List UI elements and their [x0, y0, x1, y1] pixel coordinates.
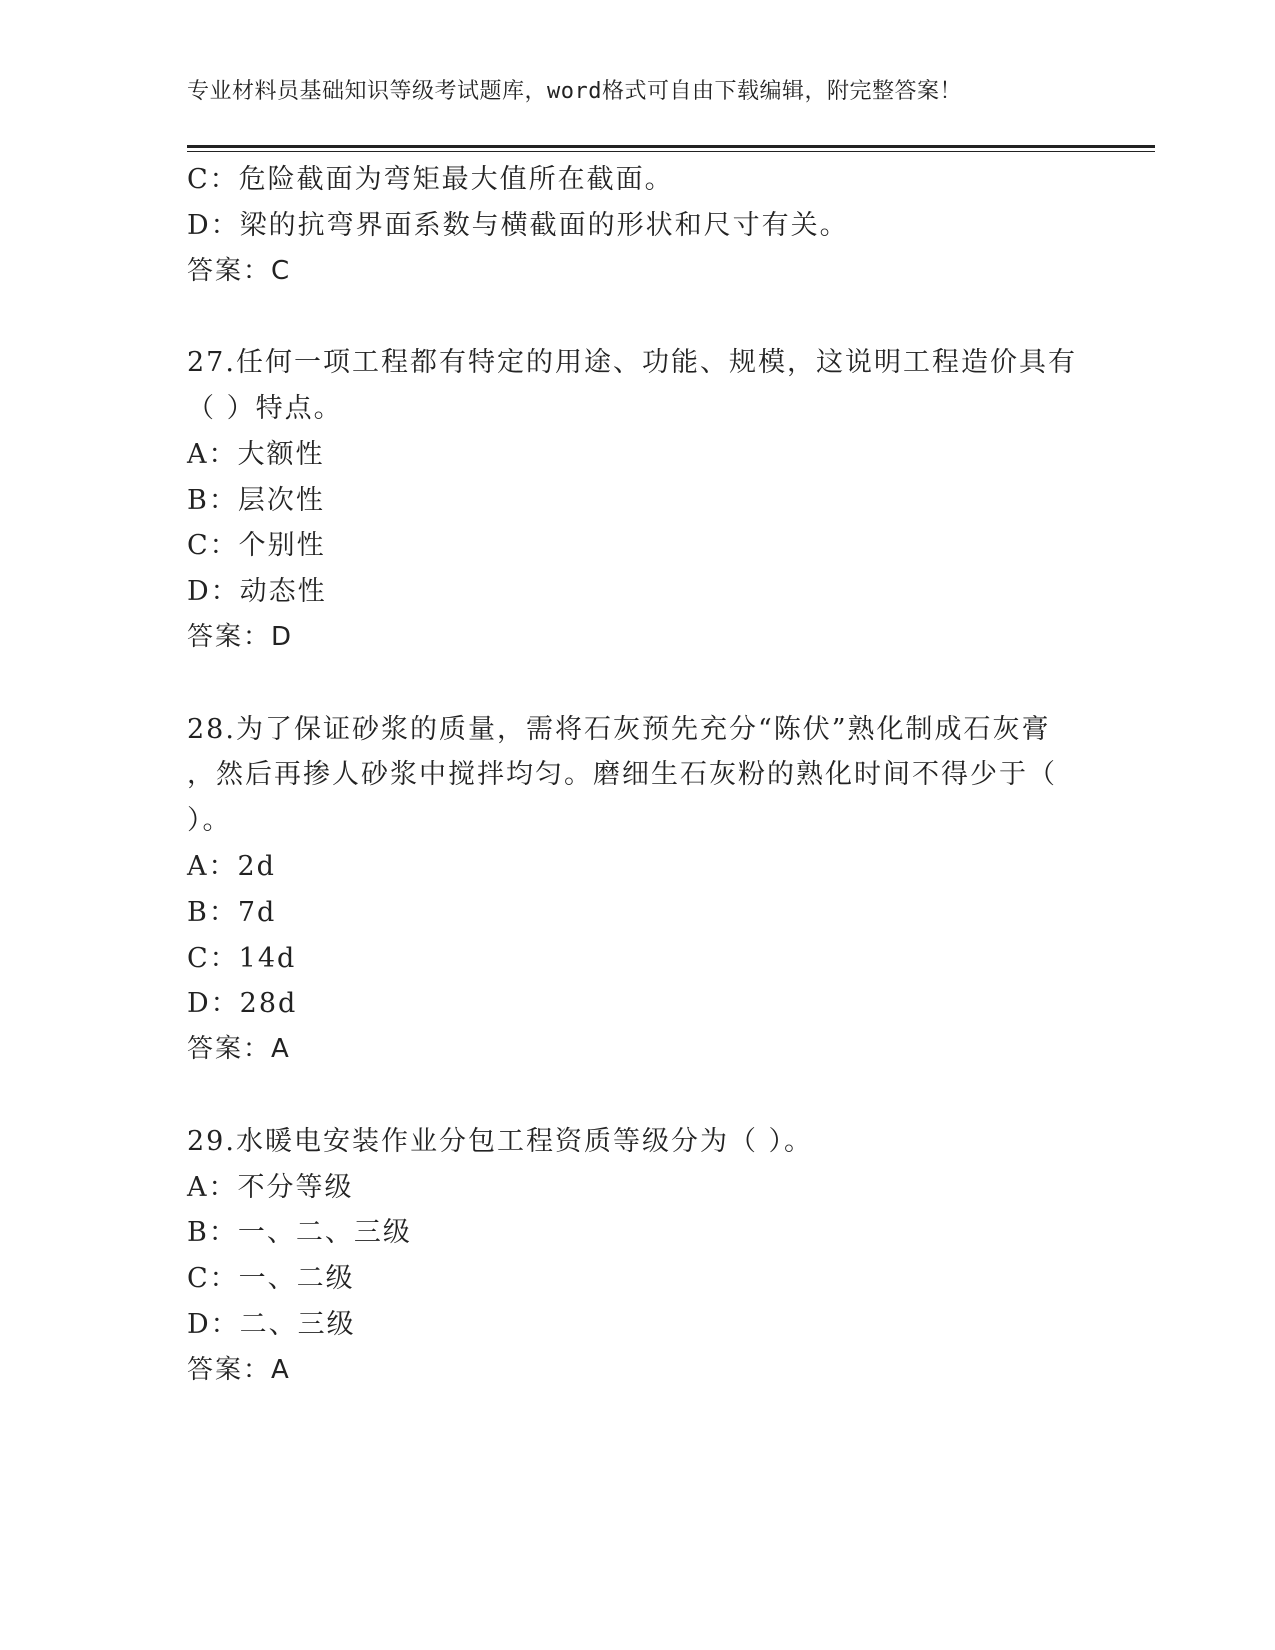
document-body: [187, 157, 1087, 1394]
header-rule-thin: [187, 151, 1155, 152]
question-28: [187, 707, 1087, 1073]
question-27: [187, 340, 1087, 661]
answer-line: 答案：A: [187, 1034, 291, 1065]
option-b: B：层次性: [187, 484, 325, 516]
option-a: A：大额性: [187, 438, 325, 470]
question-stem: 29.水暖电安装作业分包工程资质等级分为（ ）。: [187, 1125, 814, 1157]
page-header: 专业材料员基础知识等级考试题库，word格式可自由下载编辑，附完整答案！: [187, 79, 962, 104]
answer-line: 答案：C: [187, 255, 292, 286]
question-stem: （ ）特点。: [187, 392, 343, 424]
option-b: B：7d: [187, 896, 277, 928]
spacer: [187, 1073, 1087, 1119]
option-a: A：2d: [187, 850, 276, 882]
question-29: [187, 1119, 1087, 1394]
question-stem: ，然后再掺人砂浆中搅拌均匀。磨细生石灰粉的熟化时间不得少于（: [187, 759, 1057, 791]
option-c: C：个别性: [187, 530, 326, 562]
prev-question: [187, 157, 1087, 294]
option-d: D：28d: [187, 988, 298, 1020]
header-rule-thick: [187, 145, 1155, 148]
spacer: [187, 661, 1087, 707]
option-c: C：14d: [187, 942, 297, 974]
option-d: D：动态性: [187, 576, 327, 608]
question-stem: 28.为了保证砂浆的质量，需将石灰预先充分“陈伏”熟化制成石灰膏: [187, 713, 1051, 745]
option-b: B：一、二、三级: [187, 1217, 412, 1249]
question-stem: 27.任何一项工程都有特定的用途、功能、规模，这说明工程造价具有: [187, 347, 1077, 379]
question-stem: ）。: [187, 805, 232, 837]
spacer: [187, 294, 1087, 340]
option-d: D：二、三级: [187, 1308, 356, 1340]
option-d: D：梁的抗弯界面系数与横截面的形状和尺寸有关。: [187, 209, 849, 241]
option-c: C：危险截面为弯矩最大值所在截面。: [187, 164, 674, 195]
option-a: A：不分等级: [187, 1171, 354, 1203]
option-c: C：一、二级: [187, 1263, 355, 1295]
answer-line: 答案：D: [187, 621, 294, 652]
answer-line: 答案：A: [187, 1354, 291, 1385]
